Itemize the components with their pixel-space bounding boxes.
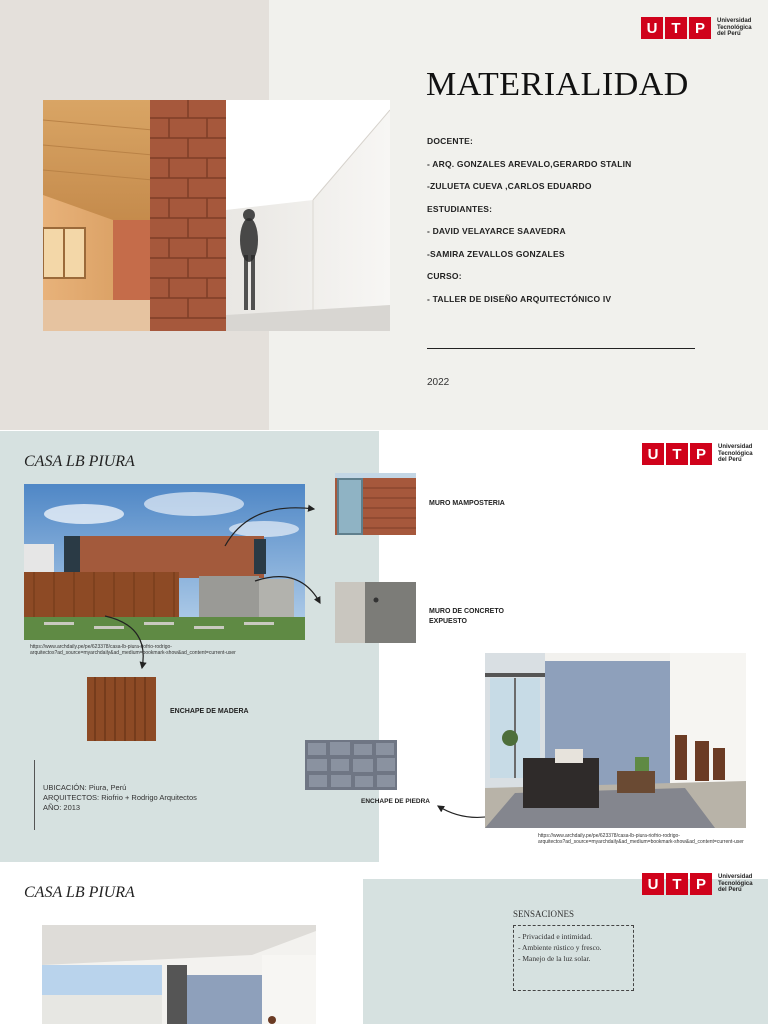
info-block (427, 136, 747, 316)
utp-logo-text (717, 18, 757, 38)
logo-line: Tecnológica (717, 24, 752, 31)
source-url-right[interactable] (538, 833, 763, 845)
utp-logo-letter: P (689, 17, 711, 39)
utp-logo-letter: U (642, 873, 664, 895)
utp-logo-letter: T (666, 443, 688, 465)
sensaciones-box (513, 925, 634, 991)
url-line[interactable]: arquitectos?ad_source=myarchdaily&ad_medium=bookmark-show&ad_content=current-user (538, 839, 744, 845)
concrete-sample (335, 582, 416, 643)
info-line-docente-label: DOCENTE: (427, 136, 473, 146)
utp-logo-letter: P (690, 443, 712, 465)
label-muro-mamposteria: MURO MAMPOSTERIA (429, 500, 505, 507)
utp-logo-letter: U (642, 443, 664, 465)
arrow-to-wood (105, 616, 143, 668)
living-room-photo (485, 653, 746, 828)
info-line-estudiante-2: -SAMIRA ZEVALLOS GONZALES (427, 248, 565, 259)
logo-line: Universidad (718, 444, 753, 451)
utp-logo-letter: T (666, 873, 688, 895)
logo-line: del Perú (718, 887, 742, 894)
slide-title: MATERIALIDAD (426, 66, 689, 103)
utp-logo (641, 17, 757, 39)
interior-brick-photo (43, 100, 390, 331)
logo-line: Universidad (717, 18, 752, 25)
url-line[interactable]: https://www.archdaily.pe/pe/623378/casa-lb-piura-riofrio-rodrigo- (30, 644, 172, 650)
slide-2-title: CASA LB PIURA (24, 453, 135, 470)
slide-2 (0, 431, 768, 862)
label-muro-concreto (429, 607, 504, 627)
ubicacion: UBICACIÓN: Piura, Perú (43, 783, 127, 792)
arrow-to-concrete (255, 577, 320, 603)
arquitectos: ARQUITECTOS: Riofrio + Rodrigo Arquitectos (43, 793, 197, 802)
arrow-to-brick (225, 508, 314, 546)
logo-line: Tecnológica (718, 880, 753, 887)
utp-logo-letter: U (641, 17, 663, 39)
url-line[interactable]: https://www.archdaily.pe/pe/623378/casa-lb-piura-riofrio-rodrigo- (538, 833, 680, 839)
info-line-curso-label: CURSO: (427, 271, 462, 281)
label-line: MURO DE CONCRETO (429, 608, 504, 615)
slide-3-title: CASA LB PIURA (24, 884, 135, 901)
logo-line: del Perú (717, 31, 741, 38)
sensacion-item: - Manejo de la luz solar. (518, 954, 591, 963)
year-label: 2022 (427, 377, 450, 388)
info-line-estudiante-1: - DAVID VELAYARCE SAAVEDRA (427, 226, 566, 236)
logo-line: Tecnológica (718, 450, 753, 457)
label-line: EXPUESTO (429, 618, 467, 625)
interior-photo-partial (42, 925, 316, 1024)
utp-logo-text (718, 874, 758, 894)
label-enchape-madera: ENCHAPE DE MADERA (170, 708, 249, 715)
label-enchape-piedra: ENCHAPE DE PIEDRA (361, 798, 430, 805)
logo-line: Universidad (718, 874, 753, 881)
info-line-docente-1: - ARQ. GONZALES AREVALO,GERARDO STALIN (427, 158, 632, 169)
info-line-curso: - TALLER DE DISEÑO ARQUITECTÓNICO IV (427, 293, 612, 304)
utp-logo-letter: P (690, 873, 712, 895)
info-vertical-line (34, 760, 35, 830)
brick-sample (335, 473, 416, 535)
info-line-estudiantes-label: ESTUDIANTES: (427, 203, 493, 214)
url-line[interactable]: arquitectos?ad_source=myarchdaily&ad_medium=bookmark-show&ad_content=current-user (30, 650, 236, 656)
slide-3 (0, 862, 768, 1024)
wood-sample (87, 677, 156, 741)
anio: AÑO: 2013 (43, 803, 81, 812)
utp-logo (642, 873, 758, 895)
project-info (43, 783, 197, 813)
stone-sample (305, 740, 397, 790)
info-line-docente-2: -ZULUETA CUEVA ,CARLOS EDUARDO (427, 181, 592, 191)
divider-line (427, 348, 695, 349)
sensaciones-title: SENSACIONES (513, 909, 575, 919)
utp-logo-letter: T (665, 17, 687, 39)
sensacion-item: - Ambiente rústico y fresco. (518, 943, 602, 952)
logo-line: del Perú (718, 457, 742, 464)
sensacion-item: - Privacidad e intimidad. (518, 932, 593, 941)
slide-1 (0, 0, 768, 430)
